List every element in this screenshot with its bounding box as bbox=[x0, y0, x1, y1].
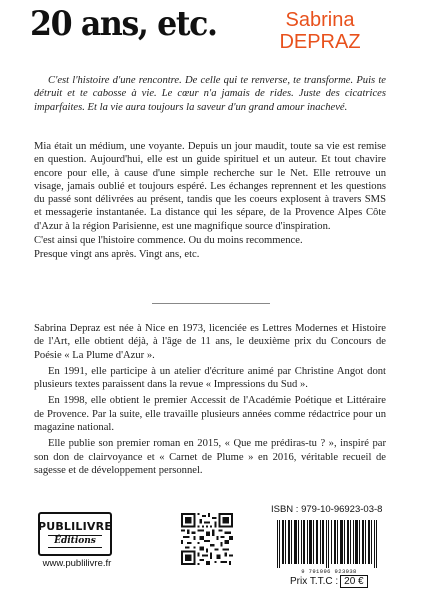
barcode-icon bbox=[271, 520, 387, 568]
bio-paragraph: Elle publie son premier roman en 2015, « Que me prédiras-tu ? », inspiré par son don de clairvoyance et « Carnet de Plume » en 2016, véritable recueil de sagesse et de développement personnel. bbox=[34, 438, 386, 476]
publisher-logo-main: PUBLILIVRE bbox=[37, 520, 113, 533]
section-divider bbox=[152, 303, 270, 304]
synopsis-paragraph: C'est ainsi que l'histoire commence. Ou du moins recommence. bbox=[34, 235, 303, 247]
bio-paragraph: En 1998, elle obtient le premier Accessit de l'Académie Poétique et Littéraire de Provence. Par la suite, elle travaille plusieurs années comme rédactrice pour un magazine national. bbox=[34, 395, 386, 434]
author-first-name: Sabrina bbox=[285, 9, 355, 31]
author-name bbox=[255, 9, 385, 53]
price-tag bbox=[290, 576, 368, 587]
publisher-website: www.publilivre.fr bbox=[42, 558, 112, 569]
bio-paragraph: En 1991, elle participe à un atelier d'écriture animé par Christine Angot dont plusieurs textes paraissent dans la revue « Impressions du Sud ». bbox=[34, 365, 386, 391]
isbn-label: ISBN : 979-10-96923-03-8 bbox=[271, 504, 383, 515]
qr-code-icon bbox=[181, 513, 233, 565]
author-last-name: DEPRAZ bbox=[279, 31, 361, 53]
synopsis bbox=[34, 140, 386, 263]
publisher-logo bbox=[38, 512, 112, 556]
publisher-logo-sub: Éditions bbox=[48, 535, 102, 548]
tagline-quote: C'est l'histoire d'une rencontre. De celle qui te renverse, te transforme. Puis te détruit et te cabosse à vie. Le cœur n'a jamais de rides. Juste des cicatrices imparfaites. Et la vie aura toujours la saveur d'un grand amour inachevé. bbox=[34, 75, 386, 113]
bio-paragraph: Sabrina Depraz est née à Nice en 1973, licenciée es Lettres Modernes et Histoire de l'Art, elle obtient déjà, à l'âge de 11 ans, le deuxième prix du Concours de Poésie « La Plume d'Azur ». bbox=[34, 323, 386, 361]
author-bio bbox=[34, 322, 386, 477]
book-title: 20 ans, etc. bbox=[30, 4, 217, 44]
synopsis-paragraph: Mia était un médium, une voyante. Depuis un jour maudit, toute sa vie est remise en question. Aujourd'hui, elle est un guide spirituel et un auteur. Et tout chavire encore pour elle, à cause d'une simple recherche sur le Net. Elle retrouve un visage, jamais oublié et toujours espéré. Les échanges reprennent et les questions du passé sont délivrées au présent, tandis que les coeurs explosent à travers SMS et messagerie instantanée. La distance qui les sépare, de la Provence Alpes Côte d'Azur à la région Parisienne, est une magnifique source d'inspiration. bbox=[34, 141, 386, 232]
price-label: Prix T.T.C : bbox=[290, 576, 339, 587]
barcode-digits: 9 791096 923038 bbox=[301, 568, 357, 575]
synopsis-paragraph: Presque vingt ans après. Vingt ans, etc. bbox=[34, 249, 200, 261]
price-value: 20 € bbox=[340, 575, 367, 588]
